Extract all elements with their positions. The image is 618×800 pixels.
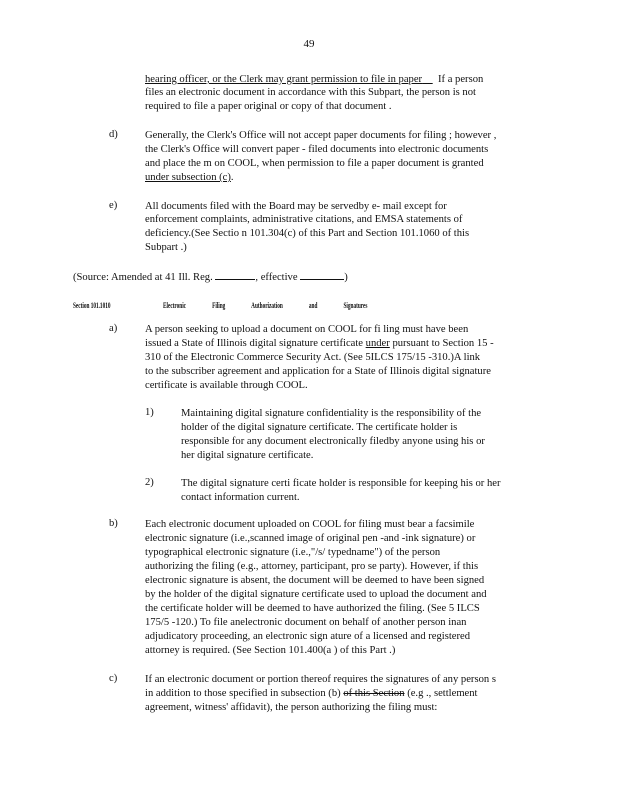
c-tail-line-2: files an electronic document in accordance with this Subpart, the person is not	[145, 87, 476, 98]
item-a1-label: 1)	[145, 407, 154, 418]
a-line-5: certificate is available through COOL.	[145, 380, 308, 391]
e-line-4: Subpart .)	[145, 242, 187, 253]
a2-line-2: contact information current.	[181, 492, 300, 503]
a-line-3: 310 of the Electronic Commerce Security Act. (See 5ILCS 175/15 -310.)A link	[145, 352, 481, 363]
b-line-7: the certificate holder will be deemed to have authorized the filing. (See 5 ILCS	[145, 603, 480, 614]
c-tail-line-3: required to file a paper original or copy of that document .	[145, 101, 392, 112]
e-line-3: deficiency.(See Sectio n 101.304(c) of this Part and Section 101.1060 of this	[145, 228, 470, 239]
item-e-label: e)	[109, 200, 118, 211]
e-line-2: enforcement complaints, administrative citations, and EMSA statements of	[145, 214, 463, 225]
item-b-label: b)	[109, 518, 118, 529]
section-number: Section 101.1010	[73, 300, 111, 310]
section-title: Electronic Filing Authorization and Signatures	[163, 300, 368, 310]
a-line-2: issued a State of Illinois digital signature certificate under pursuant to Section 15 -	[145, 338, 494, 349]
c-tail-underlined: hearing officer, or the Clerk may grant permission to file in paper	[145, 74, 423, 85]
date-blank	[300, 269, 344, 280]
c-tail-line-1: hearing officer, or the Clerk may grant permission to file in paper If a person	[145, 74, 484, 85]
reg-blank	[215, 269, 255, 280]
a-line-1: A person seeking to upload a document on COOL for fi ling must have been	[145, 324, 469, 335]
b-line-6: by the holder of the digital signature certificate used to upload the document and	[145, 589, 487, 600]
a1-line-2: holder of the digital signature certificate. The certificate holder is	[181, 422, 458, 433]
b-line-9: adjudicatory proceeding, an electronic sign ature of a licensed and registered	[145, 631, 471, 642]
b-line-4: authorizing the filing (e.g., attorney, participant, pro se party). However, if this	[145, 561, 479, 572]
b-line-5: electronic signature is absent, the document will be deemed to have been signed	[145, 575, 485, 586]
b-line-3: typographical electronic signature (i.e.,"/s/ typedname") of the person	[145, 547, 441, 558]
inserted-under: under	[365, 338, 390, 349]
item-c-label: c)	[109, 673, 118, 684]
item-a2-label: 2)	[145, 477, 154, 488]
c-line-2: in addition to those specified in subsection (b) of this Section (e.g ., settlement	[145, 688, 478, 699]
d-line-3: and place the m on COOL, when permission to file a paper document is granted	[145, 158, 484, 169]
d-line-4: under subsection (c).	[145, 172, 234, 183]
d-line-2: the Clerk's Office will convert paper - filed documents into electronic documents	[145, 144, 489, 155]
a1-line-1: Maintaining digital signature confidentiality is the responsibility of the	[181, 408, 482, 419]
d-line-1: Generally, the Clerk's Office will not accept paper documents for filing ; however ,	[145, 130, 497, 141]
a1-line-4: her digital signature certificate.	[181, 450, 314, 461]
source-note: (Source: Amended at 41 Ill. Reg. , effective )	[73, 269, 348, 284]
page-number: 49	[303, 38, 315, 50]
a-line-4: to the subscriber agreement and application for a State of Illinois digital signature	[145, 366, 491, 377]
b-line-10: attorney is required. (See Section 101.400(a ) of this Part .)	[145, 645, 396, 656]
struck-text: of this Section	[343, 688, 405, 699]
a1-line-3: responsible for any document electronically filedby anyone using his or	[181, 436, 485, 447]
b-line-2: electronic signature (i.e.,scanned image of original pen -and -ink signature) or	[145, 533, 476, 544]
item-d-label: d)	[109, 129, 118, 140]
c-line-1: If an electronic document or portion thereof requires the signatures of any person s	[145, 674, 496, 685]
item-a-label: a)	[109, 323, 118, 334]
c-line-3: agreement, witness' affidavit), the person authorizing the filing must:	[145, 702, 438, 713]
b-line-8: 175/5 -120.) To file anelectronic document on behalf of another person inan	[145, 617, 467, 628]
e-line-1: All documents filed with the Board may be servedby e- mail except for	[145, 201, 447, 212]
a2-line-1: The digital signature certi ficate holder is responsible for keeping his or her	[181, 478, 501, 489]
b-line-1: Each electronic document uploaded on COOL for filing must bear a facsimile	[145, 519, 475, 530]
